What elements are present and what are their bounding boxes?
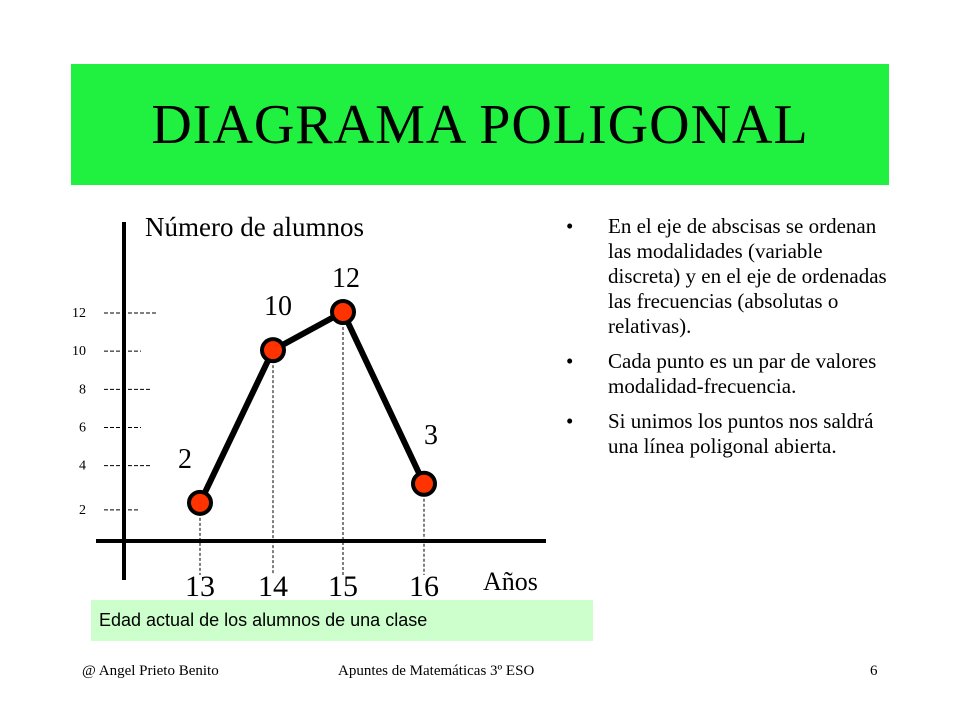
y-tick-label: 10 <box>72 344 86 360</box>
point-label: 12 <box>332 263 360 294</box>
y-axis-title: Número de alumnos <box>145 212 364 242</box>
y-tick-label: 8 <box>79 382 86 398</box>
bullet-symbol: • <box>566 214 574 238</box>
series-line <box>200 312 424 503</box>
bullet-item <box>566 409 896 459</box>
bullet-item <box>566 214 896 339</box>
data-point <box>332 301 354 323</box>
y-tick-label: 12 <box>72 306 86 321</box>
x-tick-label: 15 <box>328 570 358 600</box>
point-label: 10 <box>264 291 292 323</box>
x-axis-title: Años <box>483 567 538 596</box>
caption-text: Edad actual de los alumnos de una clase <box>99 610 428 630</box>
chart-caption <box>91 600 593 641</box>
y-tick-label: 6 <box>79 420 86 436</box>
bullet-text: Cada punto es un par de valores modalidad-frecuencia. <box>608 349 877 398</box>
bullet-symbol: • <box>566 349 574 373</box>
title-banner <box>71 64 889 185</box>
bullet-text: Si unimos los puntos nos saldrá una línea poligonal abierta. <box>608 409 874 458</box>
footer-course: Apuntes de Matemáticas 3º ESO <box>338 663 535 679</box>
footer-page-number: 6 <box>870 663 878 679</box>
point-label: 3 <box>424 419 438 451</box>
x-tick-label: 16 <box>409 570 439 600</box>
bullet-text: En el eje de abscisas se ordenan las modalidades (variable discreta) y en el eje de ordenadas las frecuencias (absolutas o relativas). <box>608 214 887 338</box>
bullet-item <box>566 349 896 399</box>
bullet-symbol: • <box>566 409 574 433</box>
point-label: 2 <box>178 443 192 475</box>
bullet-list <box>566 214 896 469</box>
footer-author: @ Angel Prieto Benito <box>82 663 219 679</box>
y-tick-label: 2 <box>79 502 86 518</box>
x-tick-label: 14 <box>258 570 288 600</box>
slide-title: DIAGRAMA POLIGONAL <box>151 93 809 156</box>
y-tick-label: 4 <box>79 458 86 474</box>
polygon-chart <box>0 190 560 600</box>
x-tick-label: 13 <box>185 570 215 600</box>
data-point <box>262 339 284 361</box>
data-point <box>189 492 211 514</box>
data-point <box>413 473 435 495</box>
